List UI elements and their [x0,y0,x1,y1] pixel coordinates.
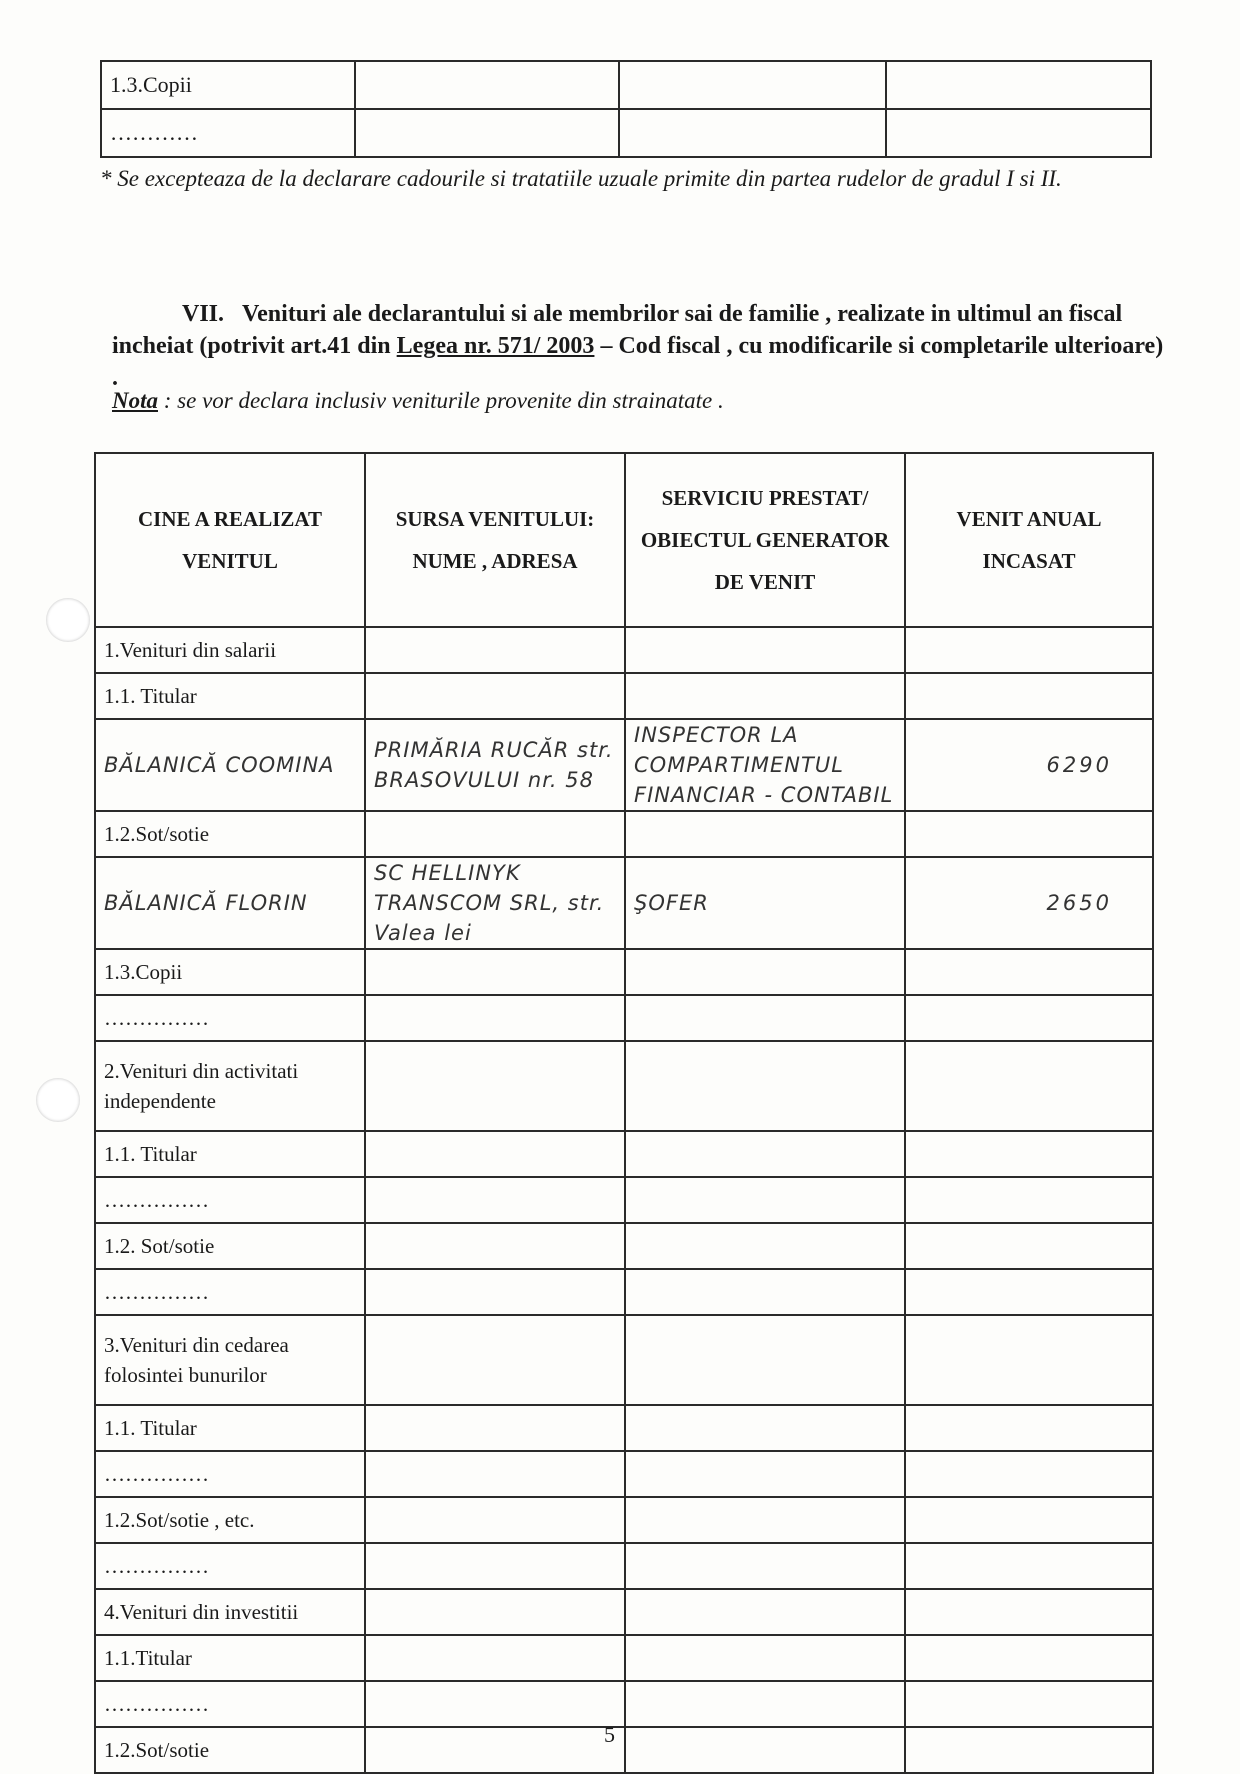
row-label: …………… [95,1543,365,1589]
row-label: ………… [101,109,355,157]
row-label: 1.2.Sot/sotie [95,1727,365,1773]
income-source: SC HELLINYK TRANSCOM SRL, str. Valea lei [365,857,625,949]
table-row [95,673,1153,719]
table-row [95,1589,1153,1635]
row-label: 1.3.Copii [101,61,355,109]
row-label: 1.1. Titular [95,1405,365,1451]
section-number: VII. [182,301,225,327]
income-service: ŞOFER [625,857,905,949]
row-label: …………… [95,995,365,1041]
note-text: : se vor declara inclusiv veniturile provenite din strainatate . [158,388,724,413]
row-label: …………… [95,1681,365,1727]
table-row [95,719,1153,811]
table-row [95,627,1153,673]
table-row [101,61,1151,109]
income-earner-name: BĂLANICĂ COOMINA [95,719,365,811]
row-label: 1.2. Sot/sotie [95,1223,365,1269]
table-row [95,1451,1153,1497]
income-amount: 6290 [905,719,1153,811]
law-reference: Legea nr. 571/ 2003 [396,333,595,359]
row-label: 2.Venituri din activitati independente [95,1041,365,1131]
table-row [95,857,1153,949]
table-row [95,1727,1153,1773]
row-label: 1.1. Titular [95,673,365,719]
table-row [95,1269,1153,1315]
row-label: 1.2.Sot/sotie [95,811,365,857]
top-table [100,60,1152,158]
page-number: 5 [604,1722,615,1747]
row-label: 1.2.Sot/sotie , etc. [95,1497,365,1543]
income-table [94,452,1154,1774]
header-row [95,453,1153,627]
income-amount: 2650 [905,857,1153,949]
table-row [95,1131,1153,1177]
header-service: SERVICIU PRESTAT/ OBIECTUL GENERATOR DE VENIT [625,453,905,627]
header-source: SURSA VENITULUI: NUME , ADRESA [365,453,625,627]
table-row [101,109,1151,157]
row-label: 1.Venituri din salarii [95,627,365,673]
row-label: 1.1. Titular [95,1131,365,1177]
income-earner-name: BĂLANICĂ FLORIN [95,857,365,949]
table-row [95,1315,1153,1405]
row-label: 1.1.Titular [95,1635,365,1681]
table-row [95,1223,1153,1269]
header-income: VENIT ANUAL INCASAT [905,453,1153,627]
table-row [95,1635,1153,1681]
table-row [95,1041,1153,1131]
table-row [95,1681,1153,1727]
note-label: Nota [112,388,158,413]
section-text-b: – Cod fiscal , cu modificarile si completarile ulterioare) . [112,333,1164,391]
row-label: 3.Venituri din cedarea folosintei bunurilor [95,1315,365,1405]
note [112,388,1172,414]
section-heading [112,298,1172,394]
row-label: 1.3.Copii [95,949,365,995]
header-who: CINE A REALIZAT VENITUL [95,453,365,627]
row-label: …………… [95,1177,365,1223]
table-row [95,1177,1153,1223]
section-text-a: Venituri ale declarantului si ale membrilor sai de familie , realizate in ultimul an fiscal incheiat (potrivit art.41 din [112,301,1123,359]
table-row [95,1543,1153,1589]
table-row [95,1405,1153,1451]
punch-hole [36,1078,80,1122]
punch-hole [46,598,90,642]
table-row [95,1497,1153,1543]
table-row [95,811,1153,857]
table-row [95,949,1153,995]
row-label: 4.Venituri din investitii [95,1589,365,1635]
row-label: …………… [95,1451,365,1497]
row-label: …………… [95,1269,365,1315]
footnote: * Se excepteaza de la declarare cadourile si tratatiile uzuale primite din partea rudelor de gradul I si II. [100,166,1062,191]
income-service: INSPECTOR LA COMPARTIMENTUL FINANCIAR - CONTABIL [625,719,905,811]
table-row [95,995,1153,1041]
income-source: PRIMĂRIA RUCĂR str. BRASOVULUI nr. 58 [365,719,625,811]
